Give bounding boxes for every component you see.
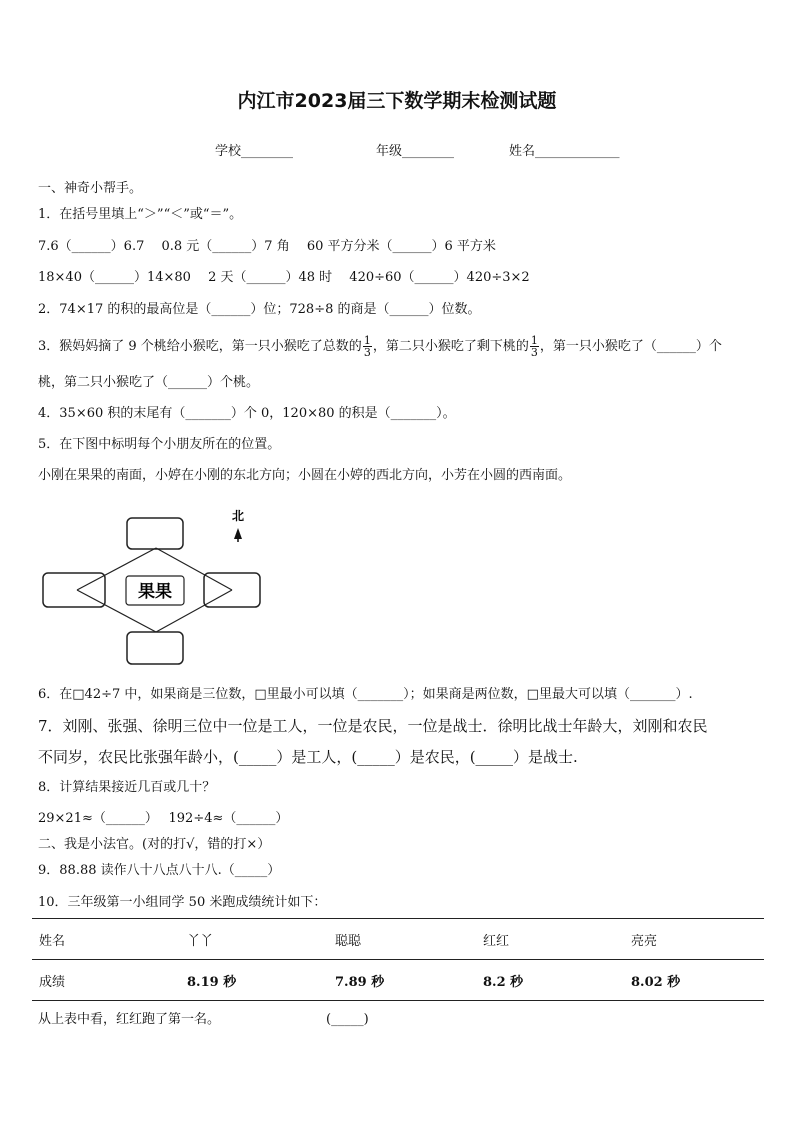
- table-cell: 成绩: [32, 960, 180, 1001]
- answer-blank: (_____): [326, 1012, 369, 1027]
- table-header-cell: 姓名: [32, 919, 180, 960]
- name-field: 姓名_____________: [509, 144, 620, 159]
- position-box-west: [43, 573, 105, 607]
- question-6: 6．在□42÷7 中，如果商是三位数，□里最小可以填（_______）；如果商是两位数，□里最大可以填（_______）.: [38, 687, 693, 702]
- question-3-part-1: 3．猴妈妈摘了 9 个桃给小猴吃，第一只小猴吃了总数的: [38, 339, 362, 354]
- table-cell: 8.19 秒: [180, 960, 328, 1001]
- question-10: 10．三年级第一小组同学 50 米跑成绩统计如下：: [38, 895, 327, 910]
- section-1-heading: 一、神奇小帮手。: [38, 181, 143, 196]
- table-header-cell: 红红: [476, 919, 624, 960]
- section-2-heading: 二、我是小法官。(对的打√，错的打×）: [38, 837, 271, 852]
- table-row: [32, 960, 764, 1001]
- center-label: 果果: [138, 582, 172, 602]
- question-9: 9．88.88 读作八十八点八十八.（_____）: [38, 863, 281, 878]
- page-title: 内江市2023届三下数学期末检测试题: [237, 90, 557, 112]
- question-3-line-2: 桃，第二只小猴吃了（______）个桃。: [38, 375, 260, 390]
- question-3-part-3: ，第一只小猴吃了（______）个: [539, 339, 722, 354]
- question-1-row-1: 7.6（______）6.7 0.8 元（______）7 角 60 平方分米（______）6 平方米: [38, 239, 496, 254]
- question-8: 8．计算结果接近几百或几十？: [38, 780, 216, 795]
- question-4: 4．35×60 积的末尾有（_______）个 0，120×80 的积是（_______）。: [38, 406, 456, 421]
- question-7-line-1: 7．刘刚、张强、徐明三位中一位是工人，一位是农民，一位是战士．徐明比战士年龄大，刘刚和农民: [38, 717, 708, 735]
- position-box-north: [127, 518, 183, 549]
- north-label: 北: [231, 509, 245, 523]
- table-cell: 7.89 秒: [328, 960, 476, 1001]
- table-cell: 8.02 秒: [624, 960, 764, 1001]
- score-table: [32, 918, 764, 1001]
- question-1: 1．在括号里填上“＞”“＜”或“＝”。: [38, 207, 243, 222]
- grade-field: 年级________: [376, 144, 455, 159]
- north-arrow-icon: [234, 528, 242, 539]
- question-10-statement: 从上表中看，红红跑了第一名。: [38, 1012, 221, 1027]
- question-5-description: 小刚在果果的南面，小婷在小刚的东北方向；小圆在小婷的西北方向，小芳在小圆的西南面。: [38, 468, 572, 483]
- table-header-cell: 丫丫: [180, 919, 328, 960]
- question-5: 5．在下图中标明每个小朋友所在的位置。: [38, 437, 281, 452]
- table-row: [32, 919, 764, 960]
- question-7-line-2: 不同岁，农民比张强年龄小，(_____）是工人，(_____）是农民，(_____）是战士.: [38, 748, 578, 766]
- table-cell: 8.2 秒: [476, 960, 624, 1001]
- table-header-cell: 亮亮: [624, 919, 764, 960]
- question-1-row-2: 18×40（______）14×80 2 天（______）48 时 420÷60（______）420÷3×2: [38, 270, 530, 285]
- position-box-south: [127, 632, 183, 664]
- question-2: 2．74×17 的积的最高位是（______）位；728÷8 的商是（______）位数。: [38, 302, 481, 317]
- fraction-one-third: $\frac{1}{3}$: [530, 334, 538, 359]
- table-header-cell: 聪聪: [328, 919, 476, 960]
- fraction-one-third: $\frac{1}{3}$: [363, 334, 371, 359]
- question-8-row: 29×21≈（______） 192÷4≈（______）: [38, 811, 289, 826]
- question-3-part-2: ，第二只小猴吃了剩下桃的: [372, 339, 529, 354]
- school-field: 学校________: [215, 144, 294, 159]
